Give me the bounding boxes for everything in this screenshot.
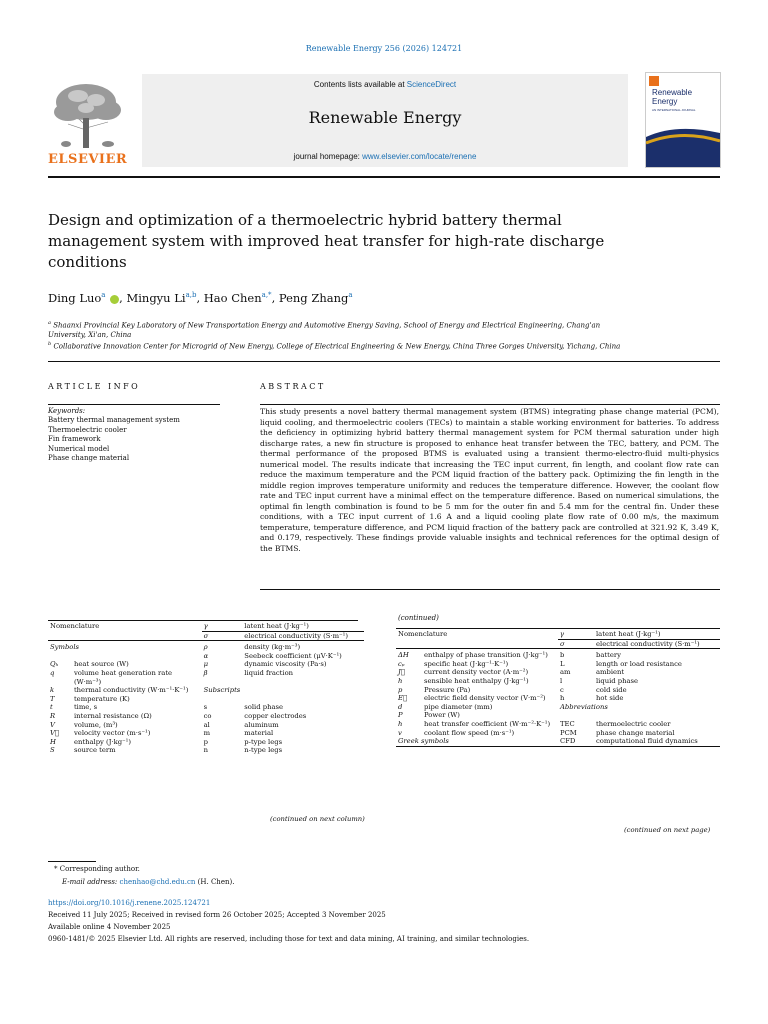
- table-row: q volume heat generation rate (W·m⁻³) β liquid fraction: [50, 668, 294, 686]
- article-info-rule: [48, 404, 220, 405]
- table-row: h heat transfer coefficient (W·m⁻²·K⁻¹) TEC thermoelectric cooler: [398, 719, 671, 728]
- table-row: Nomenclature γ latent heat (J·kg⁻¹): [50, 622, 309, 630]
- author-name[interactable]: Peng Zhang: [278, 291, 349, 305]
- author-affil-sup[interactable]: a,*: [261, 291, 272, 300]
- elsevier-wordmark: ELSEVIER: [48, 152, 128, 167]
- received-dates: Received 11 July 2025; Received in revised form 26 October 2025; Accepted 3 November 2025: [48, 911, 386, 919]
- nomenclature-table-right: [396, 628, 720, 746]
- available-online-date: Available online 4 November 2025: [48, 923, 171, 931]
- keyword: Battery thermal management system: [48, 416, 180, 425]
- keyword: Numerical model: [48, 444, 110, 453]
- email-note: E-mail address: chenhao@chd.edu.cn (H. Chen).: [62, 878, 235, 886]
- header-rule: [48, 176, 720, 178]
- abstract-text: This study presents a novel battery thermal management system (BTMS) integrating phase change material (PCM), liquid cooling, and thermoelectric coolers (TECs) to maintain a stable working environment for batteries. To address the deficiency in optimizing hybrid battery thermal management system for PCM thermal saturation under high discharge rates, a new fin structure is proposed to enhance heat transfer between the TEC, battery, and PCM. The thermal performance of the proposed BTMS is evaluated using a transient thermo-electro-fluid multi-physics numerical model. The results indicate that increasing the TEC input current, fin length, and coolant flow rate can reduce the maximum temperature and the PCM liquid fraction of the battery pack. Optimizing the fin length in the middle region improves temperature uniformity and reduces the temperature difference. However, the coolant flow rate and TEC input current have a minimal effect on the temperature difference. Based on numerical simulations, the optimal fin length combination is found to be 5 mm for the outer fin and 5.4 mm for the central fin. Under these conditions, with a TEC input current of 1.6 A and a liquid cooling plate flow rate of 0.00 m/s, the maximum temperature, temperature difference, and PCM liquid fraction of the battery pack are controlled at 321.92 K, 3.49 K, and 0.179, respectively. These findings provide valuable insights and technical references for the optimal design of the BTMS.: [260, 407, 719, 553]
- continued-next-page: (continued on next page): [624, 826, 711, 834]
- author-name[interactable]: Mingyu Li: [126, 291, 186, 305]
- orcid-icon[interactable]: [110, 295, 119, 304]
- author-affil-sup[interactable]: a: [101, 291, 106, 300]
- copyright-notice: 0960-1481/© 2025 Elsevier Ltd. All rights are reserved, including those for text and data mining, AI training, and similar technologies.: [48, 935, 530, 943]
- nomenclature-table-left: [48, 620, 420, 755]
- doi-link[interactable]: https://doi.org/10.1016/j.renene.2025.124721: [48, 899, 211, 907]
- continued-label: (continued): [398, 614, 439, 622]
- table-row: cₚ specific heat (J·kg⁻¹·K⁻¹) L length or load resistance: [398, 659, 682, 668]
- journal-citation-link[interactable]: Renewable Energy 256 (2026) 124721: [305, 44, 463, 53]
- contents-line: Contents lists available at ScienceDirect: [313, 80, 457, 89]
- table-row: Qₕ heat source (W) μ dynamic viscosity (Pa·s): [50, 660, 327, 669]
- footnote-rule: [48, 861, 96, 862]
- journal-name: Renewable Energy: [308, 108, 462, 127]
- table-row: σ electrical conductivity (S·m⁻¹): [48, 631, 364, 641]
- cover-wave-graphic: [646, 123, 720, 167]
- elsevier-tree-logo-icon: [48, 78, 126, 150]
- keywords-label: Keywords:: [48, 407, 86, 415]
- journal-cover-thumbnail[interactable]: [645, 72, 721, 168]
- cover-title: Renewable Energy: [652, 88, 693, 106]
- table-row: t time, s s solid phase: [50, 703, 284, 712]
- table-row: V⃗ velocity vector (m·s⁻¹) m material: [50, 729, 274, 738]
- table-row: E⃗ electric field density vector (V·m⁻²) h hot side: [398, 694, 624, 703]
- author-affil-sup[interactable]: a,b: [185, 291, 197, 300]
- table-row: h sensible heat enthalpy (J·kg⁻¹) l liquid phase: [398, 676, 639, 685]
- cover-logo-icon: [649, 76, 659, 86]
- table-row: Symbols ρ density (kg·m⁻³): [48, 641, 364, 652]
- article-title: Design and optimization of a thermoelectric hybrid battery thermal management system with improved heat transfer for high-rate discharge conditions: [48, 211, 605, 271]
- author-list: Ding Luo$^a$ , Mingyu Li$^{a,b}$, Hao Chen$^{a,*}$, Peng Zhang$^a$: [48, 291, 353, 305]
- article-info-heading: ARTICLE INFO: [48, 382, 141, 391]
- table-row: P Power (W): [398, 711, 460, 720]
- keywords-block: [48, 407, 223, 463]
- email-link[interactable]: chenhao@chd.edu.cn: [119, 878, 196, 886]
- table-row: p Pressure (Pa) c cold side: [398, 685, 627, 694]
- journal-header: [48, 72, 628, 170]
- homepage-line: journal homepage: www.elsevier.com/locate/renene: [293, 152, 477, 161]
- journal-homepage-link[interactable]: www.elsevier.com/locate/renene: [362, 152, 477, 161]
- table-row: Greek symbols CFD computational fluid dynamics: [398, 737, 698, 746]
- cover-subtitle: AN INTERNATIONAL JOURNAL: [652, 108, 696, 112]
- nomenclature-header: Nomenclature: [50, 622, 100, 630]
- affiliation-a: $^a$ Shaanxi Provincial Key Laboratory of New Transportation Energy and Automotive Energy Saving, School of Energy and Electrical Engineering, Chang'an University, Xi'an, China: [48, 320, 601, 339]
- affiliation-b: $^b$ Collaborative Innovation Center for Microgrid of New Energy, College of Electrical Engineering & New Energy, China Three Gorges University, Yichang, China: [48, 341, 621, 351]
- abstract-bottom-rule: [260, 589, 720, 590]
- table-row: V volume, (m³) al aluminum: [50, 720, 279, 729]
- table-row: J⃗ current density vector (A·m⁻²) am ambient: [398, 668, 625, 677]
- sciencedirect-link[interactable]: ScienceDirect: [406, 80, 457, 89]
- table-row: S source term n n-type legs: [50, 746, 283, 755]
- table-row: σ electrical conductivity (S·m⁻¹): [396, 639, 720, 649]
- author-name[interactable]: Hao Chen: [203, 291, 262, 305]
- abstract-heading: ABSTRACT: [260, 382, 326, 391]
- table-row: ΔH enthalpy of phase transition (J·kg⁻¹) b battery: [396, 649, 720, 660]
- table-row: d pipe diameter (mm) Abbreviations: [398, 702, 608, 711]
- table-row: Nomenclature γ latent heat (J·kg⁻¹): [398, 630, 661, 638]
- keyword: Fin framework: [48, 435, 101, 444]
- keyword: Phase change material: [48, 454, 130, 463]
- corresponding-author-note: * Corresponding author.: [54, 865, 140, 873]
- author-affil-sup[interactable]: a: [348, 291, 353, 300]
- table-row: α Seebeck coefficient (μV·K⁻¹): [203, 651, 342, 660]
- keyword: Thermoelectric cooler: [48, 425, 127, 434]
- abstract-rule: [260, 404, 720, 405]
- continued-next-column: (continued on next column): [270, 815, 365, 823]
- author-name[interactable]: Ding Luo: [48, 291, 102, 305]
- table-row: R internal resistance (Ω) co copper electrodes: [50, 711, 307, 720]
- table-row: v coolant flow speed (m·s⁻¹) PCM phase change material: [398, 728, 675, 737]
- nomenclature-header: Nomenclature: [398, 630, 448, 638]
- table-row: H enthalpy (J·kg⁻¹) p p-type legs: [50, 737, 283, 746]
- table-row: k thermal conductivity (W·m⁻¹·K⁻¹) Subscripts: [50, 686, 241, 695]
- section-rule: [48, 361, 720, 362]
- table-row: T temperature (K): [50, 694, 130, 703]
